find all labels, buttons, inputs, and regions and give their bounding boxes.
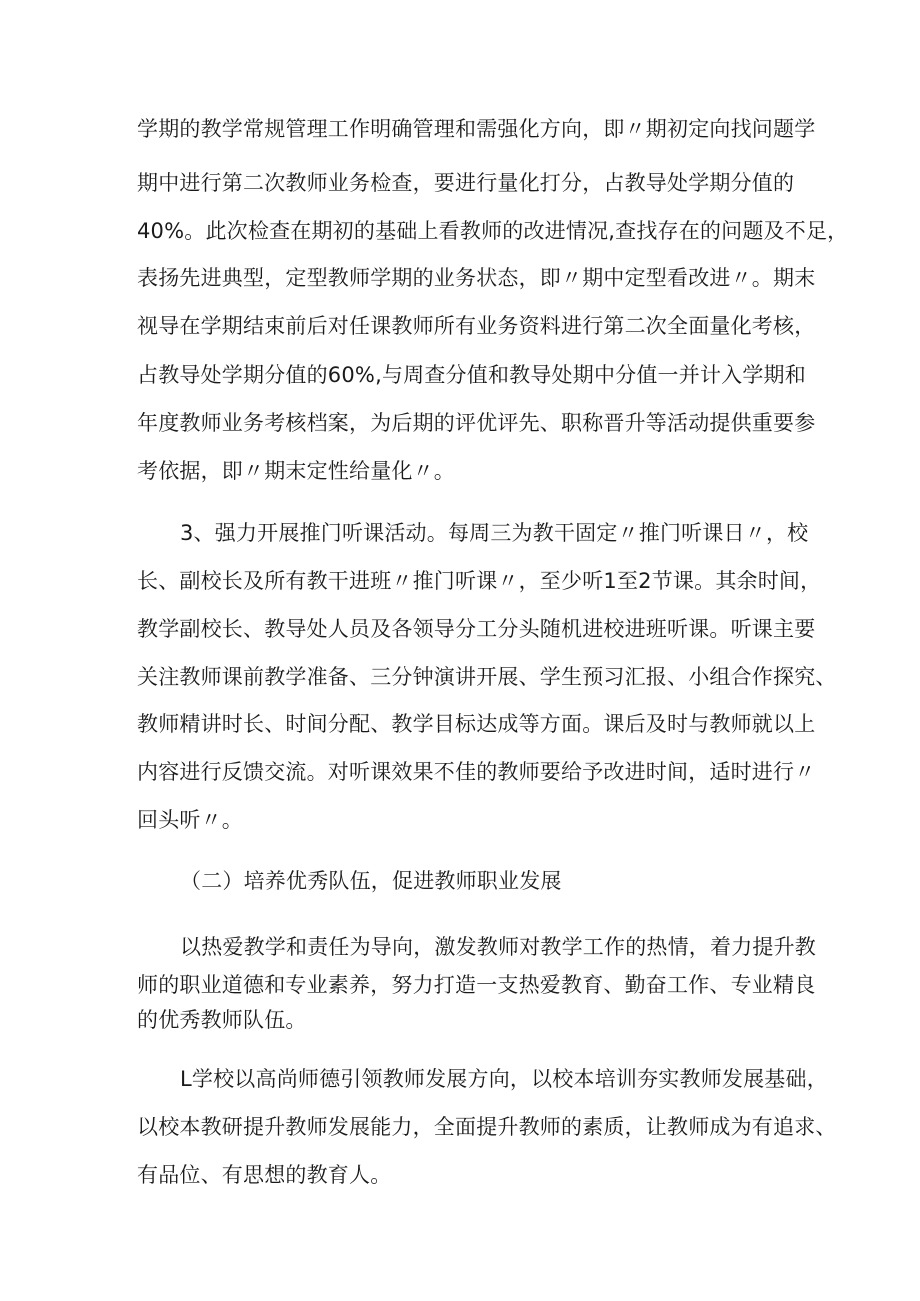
text-line: 以热爱教学和责任为导向，激发教师对教学工作的热情，着力提升教: [180, 935, 816, 959]
text-line: 的优秀教师队伍。: [137, 1008, 307, 1032]
text-line: 内容进行反馈交流。对听课效果不佳的教师要给予改进时间，适时进行〃: [137, 760, 816, 784]
text-line: 期中进行第二次教师业务检查，要进行量化打分，占教导处学期分值的: [137, 171, 795, 195]
text-line: 年度教师业务考核档案，为后期的评优评先、职称晋升等活动提供重要参: [137, 411, 816, 435]
text-line: 以校本教研提升教师发展能力，全面提升教师的素质，让教师成为有追求、: [137, 1115, 837, 1139]
text-line: 教师精讲时长、时间分配、教学目标达成等方面。课后及时与教师就以上: [137, 712, 816, 736]
text-line: 教学副校长、教导处人员及各领导分工分头随机进校进班听课。听课主要: [137, 617, 816, 641]
text-line: 关注教师课前教学准备、三分钟演讲开展、学生预习汇报、小组合作探究、: [137, 665, 837, 689]
text-line: 40%。此次检查在期初的基础上看教师的改进情况,查找存在的问题及不足，: [137, 219, 849, 243]
text-line: 学期的教学常规管理工作明确管理和需强化方向，即〃期初定向找问题学: [137, 117, 816, 141]
section-heading: （二）培养优秀队伍，促进教师职业发展: [180, 869, 562, 893]
text-line: 师的职业道德和专业素养，努力打造一支热爱教育、勤奋工作、专业精良: [137, 973, 816, 997]
text-line: 考依据，即〃期末定性给量化〃。: [137, 459, 455, 483]
text-line: 有品位、有思想的教育人。: [137, 1163, 392, 1187]
text-line: L学校以高尚师德引领教师发展方向，以校本培训夯实教师发展基础，: [180, 1067, 828, 1091]
text-line: 3、强力开展推门听课活动。每周三为教干固定〃推门听课日〃，校: [180, 521, 809, 545]
text-line: 占教导处学期分值的60%,与周查分值和教导处期中分值一并计入学期和: [137, 363, 806, 387]
text-line: 长、副校长及所有教干进班〃推门听课〃，至少听1至2节课。其余时间，: [137, 569, 822, 593]
text-line: 回头听〃。: [137, 808, 243, 832]
text-line: 视导在学期结束前后对任课教师所有业务资料进行第二次全面量化考核，: [137, 314, 816, 338]
text-line: 表扬先进典型，定型教师学期的业务状态，即〃期中定型看改进〃。期末: [137, 266, 816, 290]
